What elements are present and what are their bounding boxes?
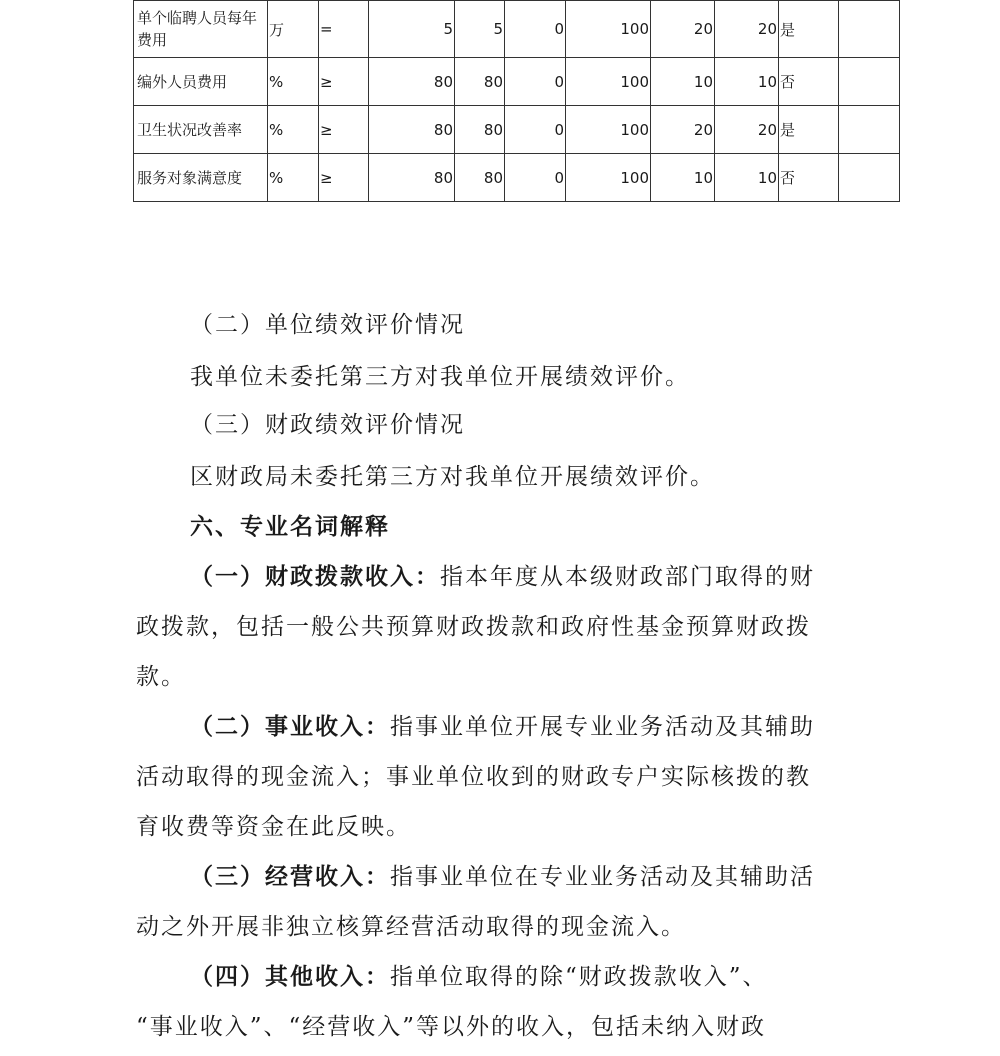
term-paragraph-line: 动之外开展非独立核算经营活动取得的现金流入。: [136, 914, 686, 940]
indicator-value: 80: [455, 58, 505, 106]
table-row: [134, 106, 900, 154]
paragraph-unit-evaluation: 我单位未委托第三方对我单位开展绩效评价。: [190, 364, 690, 390]
indicator-value: 100: [566, 58, 651, 106]
section-heading-finance-evaluation: （三）财政绩效评价情况: [190, 412, 465, 438]
indicator-note: [839, 58, 900, 106]
term-label: （二）事业收入：: [190, 713, 390, 740]
indicator-value: 100: [566, 1, 651, 58]
table-row: [134, 154, 900, 202]
term-definition: 指事业单位在专业业务活动及其辅助活: [390, 864, 815, 890]
indicator-value: 80: [369, 106, 455, 154]
term-paragraph-line: 政拨款，包括一般公共预算财政拨款和政府性基金预算财政拨: [136, 614, 811, 640]
indicator-flag: 是: [779, 106, 839, 154]
indicator-value: 0: [505, 58, 566, 106]
indicator-value: 5: [455, 1, 505, 58]
indicator-operator: =: [319, 1, 369, 58]
section-heading-unit-evaluation: （二）单位绩效评价情况: [190, 312, 465, 338]
indicator-value: 20: [715, 1, 779, 58]
indicator-value: 10: [715, 58, 779, 106]
indicator-value: 10: [651, 154, 715, 202]
indicator-note: [839, 106, 900, 154]
indicator-value: 100: [566, 106, 651, 154]
indicator-name: 服务对象满意度: [134, 154, 268, 202]
indicator-value: 80: [369, 58, 455, 106]
indicator-value: 80: [455, 154, 505, 202]
term-definition: 指本年度从本级财政部门取得的财: [440, 564, 815, 590]
term-paragraph-line: 育收费等资金在此反映。: [136, 814, 411, 840]
indicator-unit: %: [268, 154, 319, 202]
indicator-note: [839, 1, 900, 58]
indicator-flag: 否: [779, 58, 839, 106]
indicator-value: 20: [651, 1, 715, 58]
indicator-value: 10: [715, 154, 779, 202]
table-row: [134, 58, 900, 106]
term-paragraph-line: 款。: [136, 664, 186, 690]
indicator-unit: 万: [268, 1, 319, 58]
indicator-name: 卫生状况改善率: [134, 106, 268, 154]
term-label: （一）财政拨款收入：: [190, 563, 440, 590]
term-label: （四）其他收入：: [190, 963, 390, 990]
indicator-value: 10: [651, 58, 715, 106]
indicator-unit: %: [268, 106, 319, 154]
performance-indicator-table: [133, 0, 900, 202]
indicator-value: 80: [369, 154, 455, 202]
indicator-unit: %: [268, 58, 319, 106]
chapter-heading-terms: 六、专业名词解释: [190, 513, 390, 540]
indicator-value: 0: [505, 106, 566, 154]
indicator-value: 100: [566, 154, 651, 202]
term-paragraph-line: 活动取得的现金流入；事业单位收到的财政专户实际核拨的教: [136, 764, 811, 790]
term-paragraph-line: “事业收入”、“经营收入”等以外的收入，包括未纳入财政: [136, 1014, 767, 1040]
indicator-note: [839, 154, 900, 202]
indicator-name: 编外人员费用: [134, 58, 268, 106]
term-definition: 指单位取得的除“财政拨款收入”、: [390, 964, 768, 990]
term-label: （三）经营收入：: [190, 863, 390, 890]
indicator-value: 20: [651, 106, 715, 154]
indicator-value: 5: [369, 1, 455, 58]
indicator-name: 单个临聘人员每年费用: [134, 1, 268, 58]
paragraph-finance-evaluation: 区财政局未委托第三方对我单位开展绩效评价。: [190, 464, 715, 490]
indicator-flag: 否: [779, 154, 839, 202]
indicator-operator: ≥: [319, 106, 369, 154]
indicator-operator: ≥: [319, 154, 369, 202]
term-paragraph-line: [190, 962, 768, 992]
indicator-value: 80: [455, 106, 505, 154]
indicator-operator: ≥: [319, 58, 369, 106]
indicator-flag: 是: [779, 1, 839, 58]
term-definition: 指事业单位开展专业业务活动及其辅助: [390, 714, 815, 740]
term-paragraph-line: [190, 862, 815, 892]
table-row: [134, 1, 900, 58]
indicator-value: 20: [715, 106, 779, 154]
indicator-value: 0: [505, 154, 566, 202]
term-paragraph-line: [190, 562, 815, 592]
indicator-value: 0: [505, 1, 566, 58]
term-paragraph-line: [190, 712, 815, 742]
